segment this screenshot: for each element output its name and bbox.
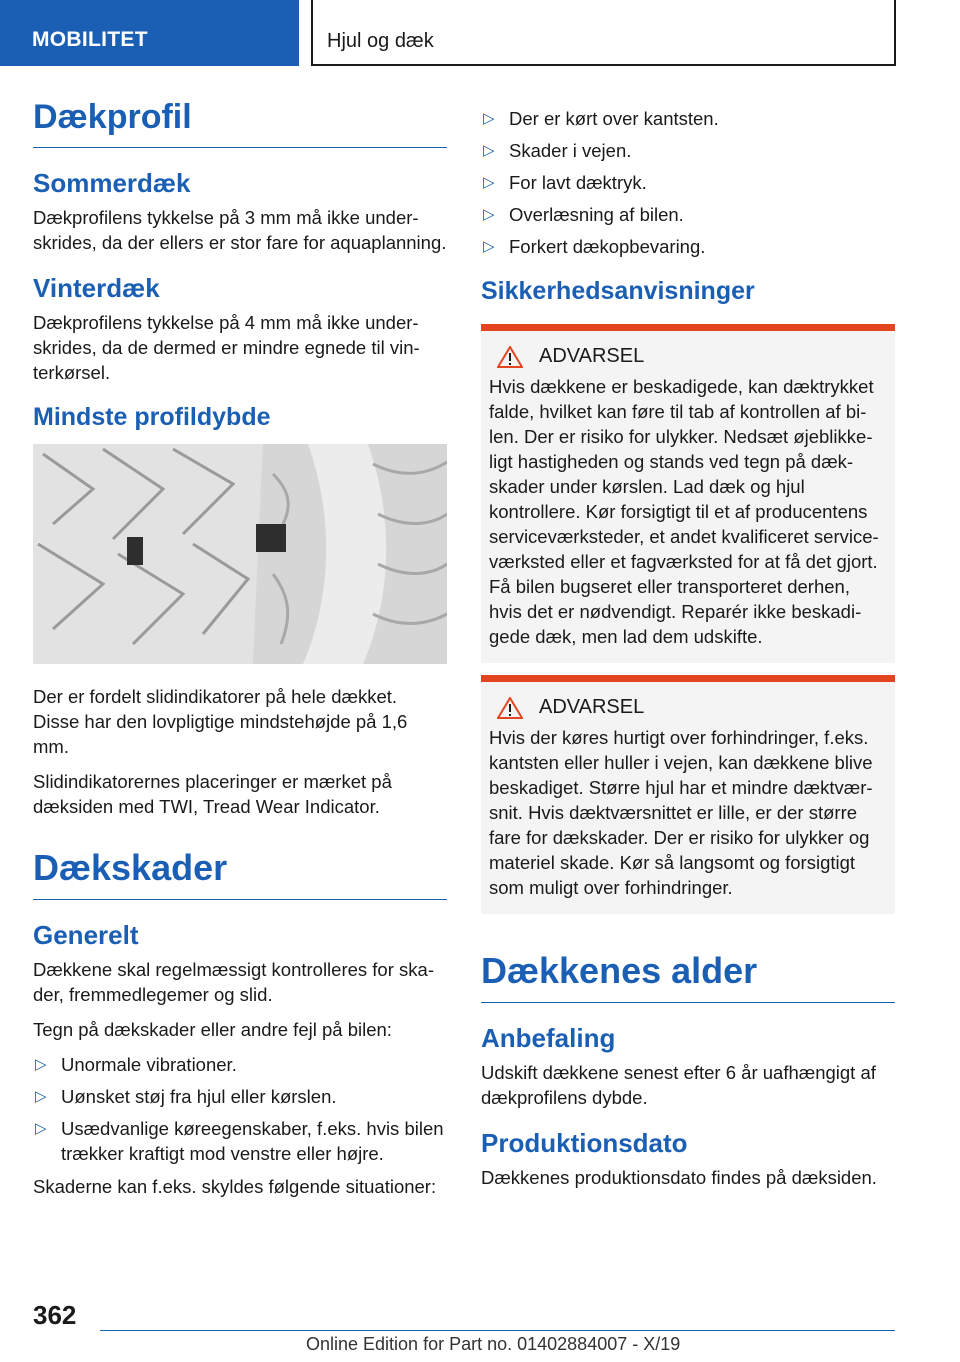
triangle-bullet-icon: ▷ — [483, 238, 495, 255]
triangle-bullet-icon: ▷ — [483, 174, 495, 191]
heading-recommendation: Anbefaling — [481, 1023, 616, 1053]
damage-causes-list — [481, 106, 895, 259]
list-item: ▷ Overlæsning af bilen. — [483, 204, 684, 225]
text-summer-tires: Dækprofilens tykkelse på 3 mm må ikke underskrides, da der ellers er stor fare for aquaplanning. — [33, 207, 447, 253]
warning-triangle-icon — [497, 697, 523, 719]
triangle-bullet-icon: ▷ — [35, 1056, 47, 1073]
warning-box-damaged-tires — [481, 324, 895, 663]
list-item: ▷ Forkert dækopbevaring. — [483, 236, 706, 257]
footer-divider — [100, 1330, 895, 1331]
left-column — [33, 98, 447, 1209]
heading-tire-damage: Dækskader — [33, 847, 447, 900]
heading-tread-profile: Dækprofil — [33, 98, 447, 148]
page-header — [0, 0, 960, 66]
list-item: ▷ Skader i vejen. — [483, 140, 632, 161]
warning-box-obstacles — [481, 675, 895, 914]
triangle-bullet-icon: ▷ — [483, 142, 495, 159]
section-tab[interactable]: MOBILITET — [0, 0, 299, 66]
heading-tire-age: Dækkenes alder — [481, 950, 895, 1003]
text-general: Dækkene skal regelmæssigt kontrolleres for skader, fremmedlegemer og slid. — [33, 959, 434, 1005]
tread-wear-indicator-illustration — [33, 444, 447, 664]
text-production-date: Dækkenes produktionsdato findes på dæksiden. — [481, 1167, 877, 1188]
list-item: ▷ For lavt dæktryk. — [483, 172, 647, 193]
heading-summer-tires: Sommerdæk — [33, 168, 191, 198]
warning-title: ADVARSEL — [539, 345, 645, 367]
text-damage-causes: Skaderne kan f.eks. skyldes følgende situationer: — [33, 1176, 437, 1197]
triangle-bullet-icon: ▷ — [35, 1088, 47, 1105]
tire-tread-drawing — [33, 444, 447, 664]
list-item: ▷ Usædvanlige køreegenskaber, f.eks. hvis bilen trækker kraftigt mod venstre eller højre. — [35, 1118, 444, 1164]
text-recommendation: Udskift dækkene senest efter 6 år uafhængigt af dækprofilens dybde. — [481, 1062, 876, 1108]
heading-safety-notes: Sikkerhedsanvisninger — [481, 277, 755, 305]
text-wear-indicators: Der er fordelt slidindikatorer på hele dækket. Disse har den lovpligtige mindstehøjde på 1,6 mm. — [33, 686, 408, 757]
list-item: ▷ Uønsket støj fra hjul eller kørslen. — [35, 1086, 337, 1107]
heading-min-tread-depth: Mindste profildybde — [33, 403, 271, 431]
page-number: 362 — [33, 1300, 77, 1330]
triangle-bullet-icon: ▷ — [35, 1120, 47, 1137]
right-column — [481, 106, 895, 1200]
heading-general: Generelt — [33, 920, 139, 950]
text-winter-tires: Dækprofilens tykkelse på 4 mm må ikke underskrides, da de dermed er mindre egnede til vinterkørsel. — [33, 312, 420, 383]
text-twi-marking: Slidindikatorernes placeringer er mærket på dæksiden med TWI, Tread Wear Indicator. — [33, 771, 392, 817]
list-item: ▷ Unormale vibrationer. — [35, 1054, 237, 1075]
warning-triangle-icon — [497, 346, 523, 368]
heading-winter-tires: Vinterdæk — [33, 273, 160, 303]
text-damage-signs: Tegn på dækskader eller andre fejl på bilen: — [33, 1019, 392, 1040]
warning-text: Hvis der køres hurtigt over forhindringer, f.eks. kantsten eller huller i vejen, kan dækkene blive beskadiget. Større hjul har et mindre dæktværsnit. Hvis dæktværsnittet er lille, er der større fare for dækskader. Der er risiko for ulykker og materiel skade. Kør så langsomt og forsigtigt som muligt over forhindringer. — [489, 727, 873, 898]
triangle-bullet-icon: ▷ — [483, 110, 495, 127]
list-item: ▷ Der er kørt over kantsten. — [483, 108, 719, 129]
edition-info: Online Edition for Part no. 01402884007 - X/19 — [306, 1334, 681, 1354]
heading-production-date: Produktionsdato — [481, 1128, 688, 1158]
warning-title: ADVARSEL — [539, 696, 645, 718]
warning-text: Hvis dækkene er beskadigede, kan dæktrykket falde, hvilket kan føre til tab af kontrollen af bilen. Der er risiko for ulykker. Nedsæt øjeblikkeligt hastigheden og stands ved tegn på dækskader under kørslen. Lad dæk og hjul kontrollere. Kør forsigtigt til et af producentens serviceværksteder, et andet kvalificeret serviceværksted eller et fagværksted for at få det gjort. Få bilen bugseret eller transporteret derhen, hvis det er nødvendigt. Reparér ikke beskadigede dæk, men lad dem udskifte. — [489, 376, 879, 647]
triangle-bullet-icon: ▷ — [483, 206, 495, 223]
chapter-title: Hjul og dæk — [311, 0, 896, 66]
damage-signs-list — [33, 1052, 447, 1166]
